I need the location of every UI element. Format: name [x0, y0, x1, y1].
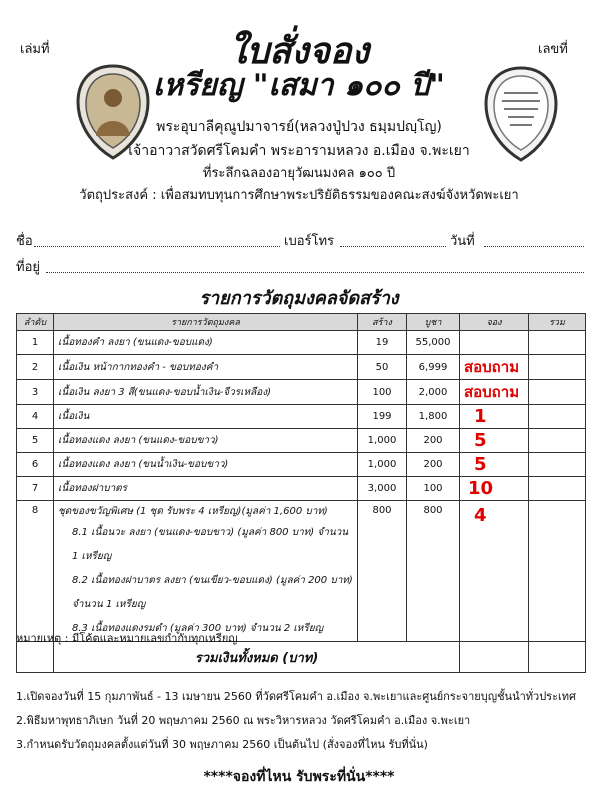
- row-reserve[interactable]: [460, 331, 529, 355]
- total-amount[interactable]: [529, 642, 586, 673]
- occasion-line: ที่ระลึกฉลองอายุวัฒนมงคล ๑๐๐ ปี: [202, 166, 396, 181]
- header-total: รวม: [529, 314, 586, 331]
- row-total[interactable]: [529, 355, 586, 380]
- row-no: 2: [17, 355, 54, 380]
- footer-line: 1.เปิดจองวันที่ 15 กุมภาพันธ์ - 13 เมษายน 2560 ที่วัดศรีโคมคำ อ.เมือง จ.พะเยาและศูนย์กระจายบุญชั้นนำทั่วประเทศ: [16, 690, 576, 703]
- row-reserve[interactable]: สอบถาม: [460, 380, 529, 405]
- footer-line: 3.กำหนดรับวัตถุมงคลตั้งแต่วันที่ 30 พฤษภาคม 2560 เป็นต้นไป (สั่งจองที่ไหน รับที่นั่น): [16, 738, 428, 751]
- name-label: ชื่อ: [16, 234, 33, 249]
- row-no: 1: [17, 331, 54, 355]
- date-field[interactable]: [484, 232, 584, 247]
- header-qty: สร้าง: [358, 314, 407, 331]
- row-total[interactable]: [529, 405, 586, 429]
- table-row: [17, 331, 586, 355]
- row-total[interactable]: [529, 331, 586, 355]
- row-qty: 1,000: [358, 453, 407, 477]
- table-header-row: [17, 314, 586, 331]
- row-no: 3: [17, 380, 54, 405]
- row-item: เนื้อทองแดง ลงยา (ขนแดง-ขอบขาว): [54, 429, 358, 453]
- row-price: 200: [407, 429, 460, 453]
- table-row: [17, 453, 586, 477]
- row-total[interactable]: [529, 429, 586, 453]
- table-row: [17, 477, 586, 501]
- row-reserve[interactable]: 4: [460, 501, 529, 642]
- orders-table: [16, 313, 586, 673]
- special-item-cell: [54, 501, 358, 642]
- address-label: ที่อยู่: [16, 260, 40, 275]
- note-text: หมายเหตุ : มีโค้ตและหมายเลขกำกับทุกเหรียญ: [16, 632, 238, 645]
- row-total[interactable]: [529, 501, 586, 642]
- phone-field[interactable]: [340, 232, 446, 247]
- row-no: 4: [17, 405, 54, 429]
- row-item: เนื้อทองแดง ลงยา (ขนน้ำเงิน-ขอบขาว): [54, 453, 358, 477]
- row-price: 200: [407, 453, 460, 477]
- address-field[interactable]: [46, 258, 584, 273]
- row-item: เนื้อทองฝาบาตร: [54, 477, 358, 501]
- row-total[interactable]: [529, 477, 586, 501]
- row-qty: 50: [358, 355, 407, 380]
- special-sub-item: 8.3 เนื้อทองแดงรมดำ (มูลค่า 300 บาท) จำนวน 2 เหรียญ: [72, 623, 324, 634]
- row-total[interactable]: [529, 453, 586, 477]
- row-qty: 3,000: [358, 477, 407, 501]
- row-reserve[interactable]: 10: [460, 477, 529, 501]
- purpose-line: วัตถุประสงค์ : เพื่อสมทบทุนการศึกษาพระปริยัติธรรมของคณะสงฆ์จังหวัดพะเยา: [79, 188, 519, 203]
- row-reserve[interactable]: สอบถาม: [460, 355, 529, 380]
- row-qty: 199: [358, 405, 407, 429]
- row-price: 1,800: [407, 405, 460, 429]
- row-no: 5: [17, 429, 54, 453]
- special-sub-item: 8.2 เนื้อทองฝาบาตร ลงยา (ขนเขียว-ขอบแดง) (มูลค่า 200 บาท) จำนวน 1 เหรียญ: [72, 575, 353, 610]
- date-label: วันที่: [450, 234, 475, 249]
- phone-label: เบอร์โทร: [284, 234, 335, 249]
- row-qty: 100: [358, 380, 407, 405]
- special-item-title: ชุดของขวัญพิเศษ (1 ชุด รับพระ 4 เหรียญ)(มูลค่า 1,600 บาท): [58, 506, 328, 517]
- row-no: 7: [17, 477, 54, 501]
- page-title: ใบสั่งจอง: [228, 30, 370, 72]
- header-no: ลำดับ: [17, 314, 54, 331]
- row-qty: 19: [358, 331, 407, 355]
- header-reserve: จอง: [460, 314, 529, 331]
- table-row: [17, 405, 586, 429]
- coin-title: เหรียญ "เสมา ๑๐๐ ปี": [153, 68, 445, 103]
- monk-name: พระอุบาลีคุณูปมาจารย์(หลวงปู่ปวง ธมฺมปญฺโญ): [156, 119, 442, 135]
- table-row: [17, 429, 586, 453]
- row-price: 800: [407, 501, 460, 642]
- row-no: 8: [17, 501, 54, 642]
- row-item: เนื้อเงิน หน้ากากทองคำ - ขอบทองคำ: [54, 355, 358, 380]
- row-item: เนื้อเงิน: [54, 405, 358, 429]
- total-reserve[interactable]: [460, 642, 529, 673]
- footer-line: 2.พิธีมหาพุทธาภิเษก วันที่ 20 พฤษภาคม 2560 ณ พระวิหารหลวง วัดศรีโคมคำ อ.เมือง จ.พะเยา: [16, 714, 471, 727]
- row-reserve[interactable]: 5: [460, 453, 529, 477]
- row-item: เนื้อเงิน ลงยา 3 สี(ขนแดง-ขอบน้ำเงิน-จีวรเหลือง): [54, 380, 358, 405]
- row-price: 55,000: [407, 331, 460, 355]
- row-qty: 800: [358, 501, 407, 642]
- row-price: 6,999: [407, 355, 460, 380]
- list-title: รายการวัตถุมงคลจัดสร้าง: [199, 288, 399, 309]
- total-label: รวมเงินทั้งหมด (บาท): [54, 642, 460, 673]
- header-price: บูชา: [407, 314, 460, 331]
- row-price: 2,000: [407, 380, 460, 405]
- row-no: 6: [17, 453, 54, 477]
- name-field[interactable]: [34, 232, 280, 247]
- closing-slogan: ****จองที่ไหน รับพระที่นั่น****: [203, 769, 395, 785]
- row-price: 100: [407, 477, 460, 501]
- table-row: [17, 380, 586, 405]
- book-number-label: เล่มที่: [20, 42, 50, 57]
- table-row: [17, 355, 586, 380]
- serial-number-label: เลขที่: [538, 42, 568, 57]
- row-reserve[interactable]: 1: [460, 405, 529, 429]
- abbot-line: เจ้าอาวาสวัดศรีโคมคำ พระอารามหลวง อ.เมือง จ.พะเยา: [128, 143, 470, 159]
- table-row-special: [17, 501, 586, 642]
- header-item: รายการวัตถุมงคล: [54, 314, 358, 331]
- row-total[interactable]: [529, 380, 586, 405]
- row-item: เนื้อทองคำ ลงยา (ขนแดง-ขอบแดง): [54, 331, 358, 355]
- row-reserve[interactable]: 5: [460, 429, 529, 453]
- special-sub-item: 8.1 เนื้อนวะ ลงยา (ขนแดง-ขอบขาว) (มูลค่า 800 บาท) จำนวน 1 เหรียญ: [72, 527, 349, 562]
- row-qty: 1,000: [358, 429, 407, 453]
